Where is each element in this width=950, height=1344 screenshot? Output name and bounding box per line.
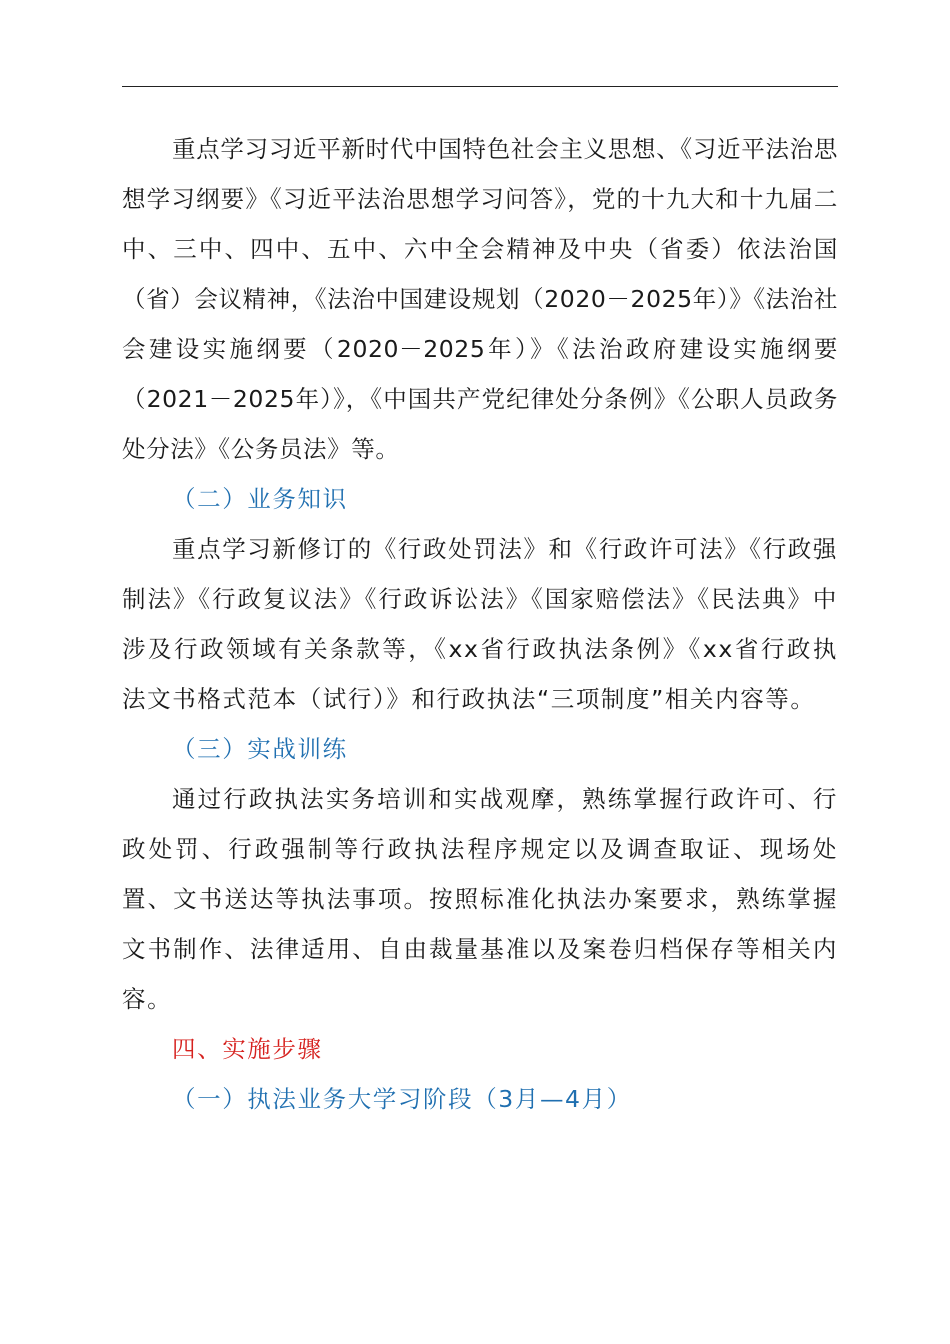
paragraph-study-theory: 重点学习习近平新时代中国特色社会主义思想、《习近平法治思想学习纲要》《习近平法治思想学习问答》，党的十九大和十九届二中、三中、四中、五中、六中全会精神及中央（省委）依法治国（省）会议精神，《法治中国建设规划（2020－2025年）》《法治社会建设实施纲要（2020－2025年）》《法治政府建设实施纲要（2021－2025年）》，《中国共产党纪律处分条例》《公职人员政务处分法》《公务员法》等。 [122,135,838,463]
subheading-study-phase: （一）执法业务大学习阶段（3月—4月） [172,1085,632,1113]
document-body [122,124,838,1124]
header-rule [122,86,838,87]
section-heading-implementation-steps: 四、实施步骤 [172,1035,323,1063]
paragraph-practical-training: 通过行政执法实务培训和实战观摩，熟练掌握行政许可、行政处罚、行政强制等行政执法程序规定以及调查取证、现场处置、文书送达等执法事项。按照标准化执法办案要求，熟练掌握文书制作、法律适用、自由裁量基准以及案卷归档保存等相关内容。 [122,785,838,1013]
paragraph-business-knowledge: 重点学习新修订的《行政处罚法》和《行政许可法》《行政强制法》《行政复议法》《行政诉讼法》《国家赔偿法》《民法典》中涉及行政领域有关条款等，《xx省行政执法条例》《xx省行政执法文书格式范本（试行）》和行政执法“三项制度”相关内容等。 [122,535,838,713]
subheading-business-knowledge: （二）业务知识 [172,485,348,513]
subheading-practical-training: （三）实战训练 [172,735,348,763]
